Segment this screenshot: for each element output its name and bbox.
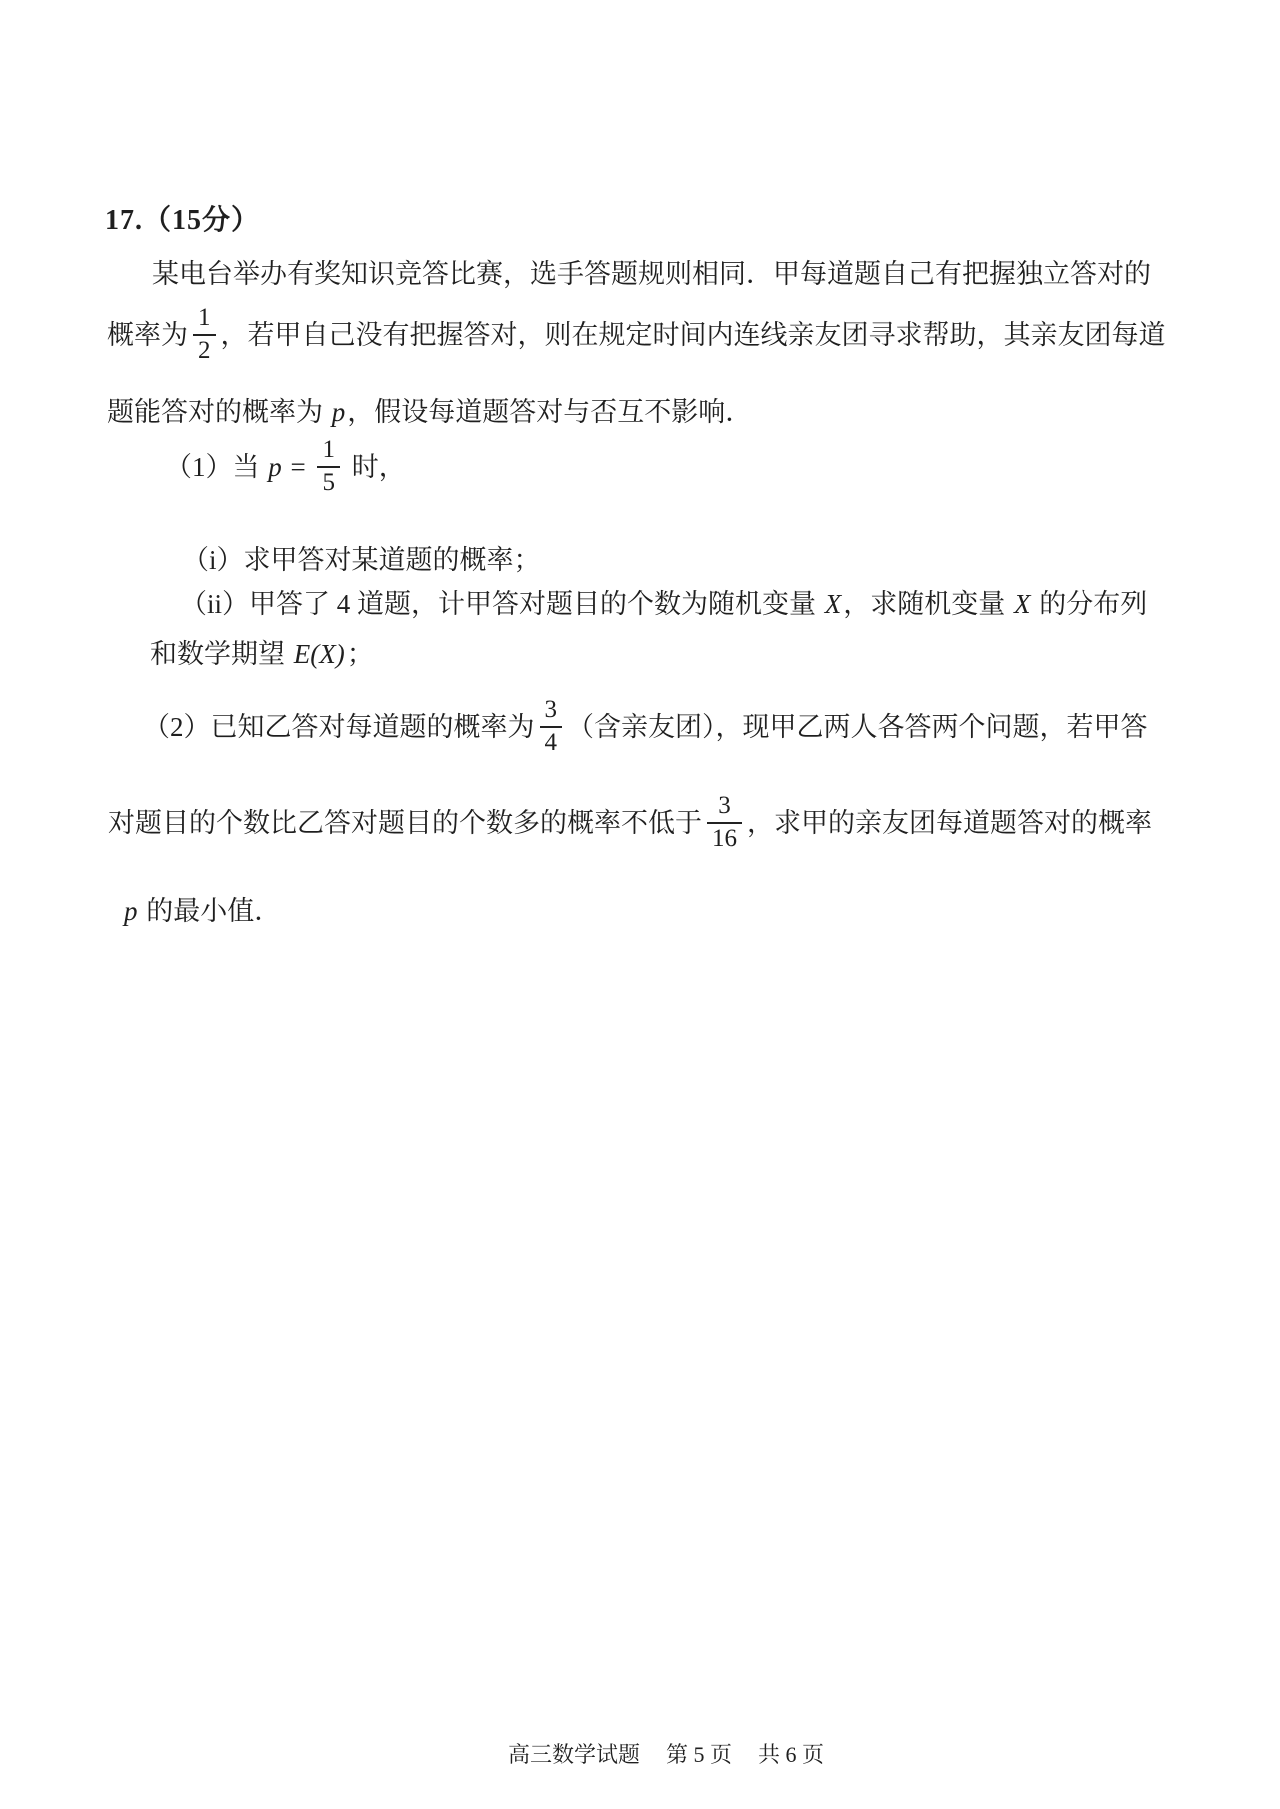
part2-line-2-after: ，求甲的亲友团每道题答对的概率 bbox=[747, 807, 1152, 838]
part2-line-2-before: 对题目的个数比乙答对题目的个数多的概率不低于 bbox=[108, 807, 702, 838]
part2-line-1-after: （含亲友团），现甲乙两人各答两个问题，若甲答 bbox=[567, 711, 1148, 742]
intro-line-3 bbox=[107, 392, 752, 433]
fraction-denominator: 5 bbox=[317, 466, 340, 498]
part1-item-ii-cont-after: ； bbox=[346, 639, 374, 669]
part1-item-ii-before: （ii）甲答了 4 道题，计甲答对题目的个数为随机变量 bbox=[180, 589, 823, 619]
page-footer bbox=[0, 1712, 1280, 1795]
part1-head bbox=[165, 436, 406, 498]
intro-line-1-text: 某电台举办有奖知识竞答比赛，选手答题规则相同．甲每道题自己有把握独立答对的 bbox=[152, 259, 1151, 289]
fraction-numerator: 3 bbox=[544, 696, 557, 723]
math-var-p: p bbox=[331, 397, 346, 427]
part1-item-ii-mid: ，求随机变量 bbox=[843, 589, 1013, 619]
math-expr-expected-value: E(X) bbox=[293, 639, 345, 669]
intro-line-2-before: 概率为 bbox=[107, 319, 188, 350]
intro-line-3-before: 题能答对的概率为 bbox=[107, 397, 330, 427]
part1-item-i bbox=[182, 540, 541, 581]
math-var-p: p bbox=[268, 451, 282, 482]
fraction-three-quarters bbox=[540, 696, 563, 758]
part1-equals-sign: = bbox=[283, 451, 313, 482]
math-var-x: X bbox=[1014, 589, 1031, 619]
part1-item-ii-cont-before: 和数学期望 bbox=[150, 639, 292, 669]
math-var-x: X bbox=[824, 589, 842, 619]
intro-line-3-after: ，假设每道题答对与否互不影响． bbox=[347, 397, 753, 427]
question-number-label: 17.（15分） bbox=[105, 205, 261, 236]
fraction-numerator: 1 bbox=[322, 436, 335, 463]
footer-page-number: 第 5 页 bbox=[665, 1742, 732, 1767]
part2-line-3-after: 的最小值． bbox=[139, 896, 282, 926]
question-number bbox=[105, 200, 260, 242]
part1-item-ii-after: 的分布列 bbox=[1032, 589, 1148, 619]
intro-line-2 bbox=[107, 304, 1166, 366]
fraction-denominator: 2 bbox=[193, 334, 216, 366]
part2-line-1-before: （2）已知乙答对每道题的概率为 bbox=[143, 711, 535, 742]
fraction-one-half bbox=[193, 304, 216, 366]
part1-item-ii-line-1 bbox=[180, 584, 1147, 625]
part2-line-1 bbox=[143, 696, 1148, 758]
footer-doc-title: 高三数学试题 bbox=[507, 1742, 640, 1767]
intro-line-1 bbox=[152, 254, 1151, 295]
part1-head-before: （1）当 bbox=[165, 451, 267, 482]
fraction-numerator: 3 bbox=[718, 792, 731, 819]
fraction-denominator: 16 bbox=[707, 822, 742, 854]
math-var-p: p bbox=[124, 896, 138, 926]
fraction-one-fifth bbox=[317, 436, 340, 498]
fraction-denominator: 4 bbox=[540, 726, 563, 758]
part1-head-after: 时， bbox=[344, 451, 406, 482]
part1-item-ii-line-2 bbox=[150, 634, 374, 675]
fraction-three-sixteenths bbox=[707, 792, 742, 854]
part2-line-2 bbox=[108, 792, 1152, 854]
part1-item-i-text: （i）求甲答对某道题的概率； bbox=[182, 545, 541, 575]
footer-pages-total: 共 6 页 bbox=[758, 1742, 825, 1767]
fraction-numerator: 1 bbox=[198, 304, 211, 331]
intro-line-2-after: ，若甲自己没有把握答对，则在规定时间内连线亲友团寻求帮助，其亲友团每道 bbox=[220, 319, 1166, 350]
part2-line-3 bbox=[122, 891, 281, 932]
